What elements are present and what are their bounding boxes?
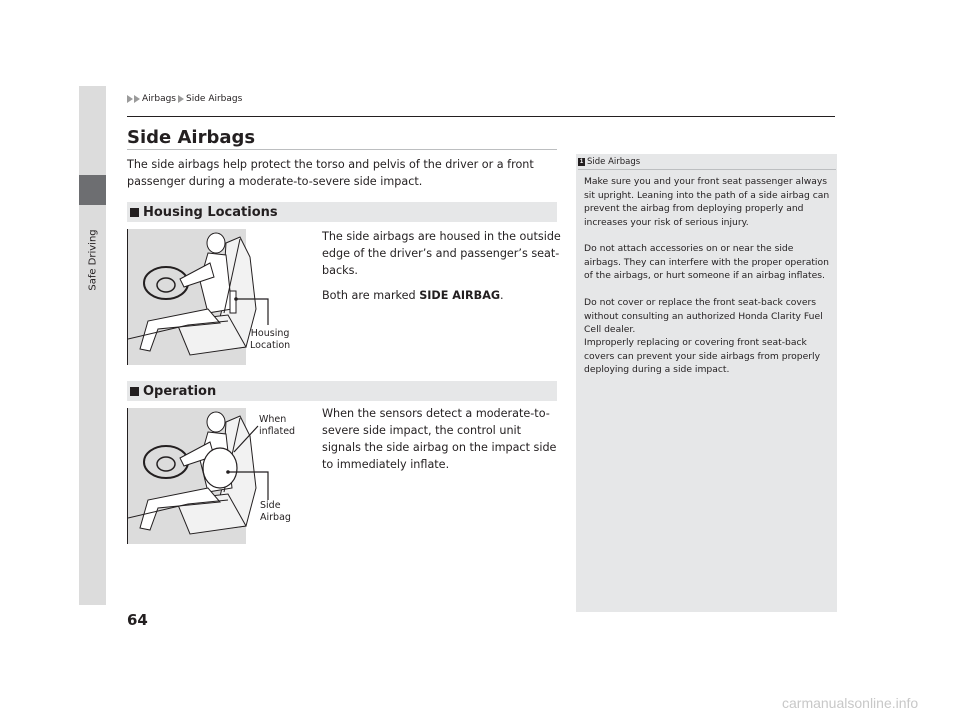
section-header-housing: Housing Locations	[127, 202, 557, 222]
note-paragraph: Make sure you and your front seat passenger always sit upright. Leaning into the path of a side airbag can prevent the airbag from deploying properly and increases your risk of serious injury.	[584, 176, 830, 228]
note-divider	[578, 169, 836, 170]
side-airbag-label: Side Airbag	[260, 500, 291, 523]
breadcrumb-arrow-icon	[178, 95, 184, 103]
page-number: 64	[127, 611, 148, 629]
section-square-icon	[130, 387, 139, 396]
breadcrumb	[127, 94, 242, 104]
reference-icon: 1	[579, 159, 584, 165]
housing-marking-text: Both are marked SIDE AIRBAG.	[322, 289, 504, 302]
side-airbag-marking: SIDE AIRBAG	[419, 289, 501, 302]
note-paragraph: Do not cover or replace the front seat-back covers without consulting an authorized Honda Clarity Fuel Cell dealer.	[584, 297, 823, 335]
breadcrumb-item-airbags[interactable]: Airbags	[142, 94, 176, 104]
breadcrumb-item-side-airbags[interactable]: Side Airbags	[186, 94, 243, 104]
section-header-operation: Operation	[127, 381, 557, 401]
side-tab-label: Safe Driving	[87, 229, 99, 291]
breadcrumb-arrow-icon	[127, 95, 133, 103]
when-inflated-label: When inflated	[259, 414, 296, 437]
title-divider	[127, 149, 557, 150]
section-square-icon	[130, 208, 139, 217]
page-title: Side Airbags	[127, 127, 256, 148]
note-heading: 1 Side Airbags	[579, 157, 641, 167]
operation-text: When the sensors detect a moderate-to-severe side impact, the control unit signals the side airbag on the impact side to immediately inflate.	[322, 407, 557, 471]
intro-text: The side airbags help protect the torso and pelvis of the driver or a front passenger during a moderate-to-severe side impact.	[127, 158, 534, 188]
side-tab	[79, 86, 106, 605]
note-paragraph: Improperly replacing or covering front seat-back covers can prevent your side airbags from properly deploying during a side impact.	[584, 337, 821, 375]
note-paragraph: Do not attach accessories on or near the side airbags. They can interfere with the proper operation of the airbags, or hurt someone if an airbag inflates.	[584, 243, 829, 281]
housing-location-label: Housing Location	[250, 328, 291, 351]
housing-text: The side airbags are housed in the outside edge of the driver’s and passenger’s seat-backs.	[322, 230, 561, 277]
header-divider	[127, 116, 835, 117]
watermark: carmanualsonline.info	[782, 695, 919, 711]
breadcrumb-arrow-icon	[134, 95, 140, 103]
